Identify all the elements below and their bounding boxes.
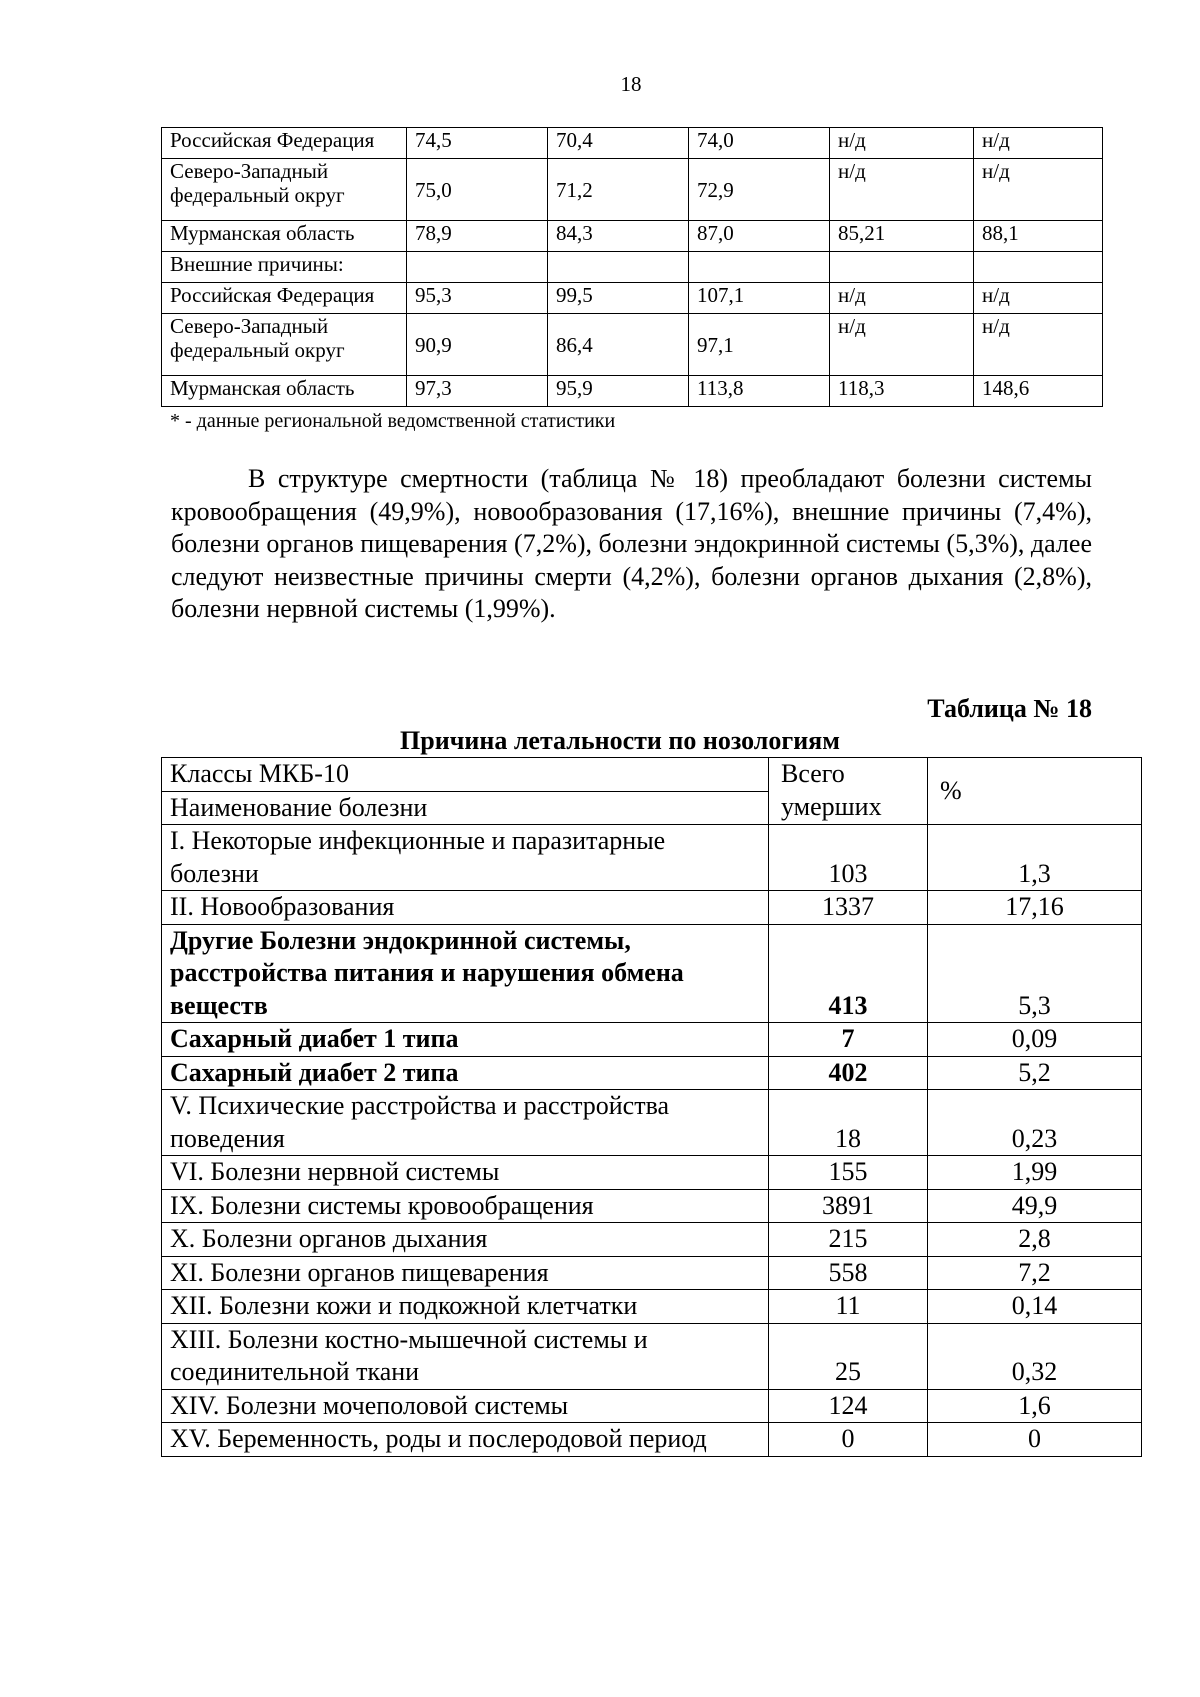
cell-value: 88,1 [974, 221, 1103, 252]
cell-value: 74,0 [689, 128, 830, 159]
total-deaths: 7 [769, 1023, 928, 1057]
total-deaths: 3891 [769, 1189, 928, 1223]
total-deaths: 413 [769, 924, 928, 1023]
cell-value: н/д [830, 283, 974, 314]
table-row [162, 283, 1103, 314]
page-number: 18 [620, 72, 642, 96]
table-row [162, 1090, 1142, 1156]
cell-value: н/д [830, 314, 974, 376]
table-row [162, 1156, 1142, 1190]
row-label: Северо-Западный федеральный округ [162, 314, 407, 376]
cell-value: 113,8 [689, 376, 830, 407]
disease-name: XII. Болезни кожи и подкожной клетчатки [162, 1290, 769, 1324]
total-deaths: 18 [769, 1090, 928, 1156]
table-row [162, 128, 1103, 159]
row-label: Внешние причины: [162, 252, 407, 283]
table-row [162, 1290, 1142, 1324]
total-deaths: 11 [769, 1290, 928, 1324]
cell-value [407, 252, 548, 283]
percent-value: 0,09 [928, 1023, 1142, 1057]
percent-value: 0 [928, 1423, 1142, 1457]
mortality-by-nosology-table [161, 757, 1142, 1457]
table-title: Причина летальности по нозологиям [400, 726, 840, 755]
cell-value: н/д [830, 159, 974, 221]
cell-value: 86,4 [548, 314, 689, 376]
cell-value: н/д [974, 283, 1103, 314]
table-row [162, 1389, 1142, 1423]
cell-value: 95,3 [407, 283, 548, 314]
disease-name: XIII. Болезни костно-мышечной системы и соединительной ткани [162, 1323, 769, 1389]
table-row [162, 252, 1103, 283]
row-label: Мурманская область [162, 221, 407, 252]
disease-name: Сахарный диабет 2 типа [162, 1056, 769, 1090]
cell-value: н/д [974, 128, 1103, 159]
disease-name: Сахарный диабет 1 типа [162, 1023, 769, 1057]
cell-value: 148,6 [974, 376, 1103, 407]
table-row [162, 1256, 1142, 1290]
header-percent: % [928, 758, 1142, 825]
cell-value: 75,0 [407, 159, 548, 221]
cell-value: н/д [974, 159, 1103, 221]
cell-value: 99,5 [548, 283, 689, 314]
percent-value: 7,2 [928, 1256, 1142, 1290]
cell-value [830, 252, 974, 283]
disease-name: IX. Болезни системы кровообращения [162, 1189, 769, 1223]
cell-value: 107,1 [689, 283, 830, 314]
row-label: Российская Федерация [162, 283, 407, 314]
cell-value: 70,4 [548, 128, 689, 159]
total-deaths: 155 [769, 1156, 928, 1190]
disease-name: XIV. Болезни мочеполовой системы [162, 1389, 769, 1423]
disease-name: X. Болезни органов дыхания [162, 1223, 769, 1257]
disease-name: I. Некоторые инфекционные и паразитарные болезни [162, 825, 769, 891]
disease-name: XI. Болезни органов пищеварения [162, 1256, 769, 1290]
percent-value: 1,3 [928, 825, 1142, 891]
total-deaths: 1337 [769, 891, 928, 925]
table-row [162, 1323, 1142, 1389]
table-row [162, 1189, 1142, 1223]
table-row [162, 221, 1103, 252]
total-deaths: 558 [769, 1256, 928, 1290]
table-row [162, 1223, 1142, 1257]
cell-value: 72,9 [689, 159, 830, 221]
total-deaths: 0 [769, 1423, 928, 1457]
percent-value: 0,14 [928, 1290, 1142, 1324]
percent-value: 1,99 [928, 1156, 1142, 1190]
header-total: Всего умерших [769, 758, 928, 825]
row-label: Мурманская область [162, 376, 407, 407]
body-paragraph: В структуре смертности (таблица № 18) преобладают болезни системы кровообращения (49,9%), новообразования (17,16%), внешние причины (7,4%), болезни органов пищеварения (7,2%), болезни эндокринной системы (5,3%), далее следуют неизвестные причины смерти (4,2%), болезни органов дыхания (2,8%), болезни нервной системы (1,99%). [171, 464, 1092, 623]
table-row [162, 924, 1142, 1023]
cell-value: 118,3 [830, 376, 974, 407]
cell-value: 97,3 [407, 376, 548, 407]
cell-value: 74,5 [407, 128, 548, 159]
cell-value: 97,1 [689, 314, 830, 376]
percent-value: 0,23 [928, 1090, 1142, 1156]
table-row [162, 825, 1142, 891]
total-deaths: 124 [769, 1389, 928, 1423]
table-header-row [162, 758, 1142, 792]
table-row [162, 891, 1142, 925]
cell-value: 84,3 [548, 221, 689, 252]
row-label: Северо-Западный федеральный округ [162, 159, 407, 221]
table-row [162, 1423, 1142, 1457]
row-label: Российская Федерация [162, 128, 407, 159]
table-row [162, 1023, 1142, 1057]
percent-value: 0,32 [928, 1323, 1142, 1389]
table-row [162, 314, 1103, 376]
percent-value: 1,6 [928, 1389, 1142, 1423]
footnote: * - данные региональной ведомственной статистики [170, 410, 616, 432]
cell-value [974, 252, 1103, 283]
table-row [162, 376, 1103, 407]
cell-value: н/д [830, 128, 974, 159]
percent-value: 17,16 [928, 891, 1142, 925]
header-name: Наименование болезни [162, 791, 769, 825]
cell-value: 78,9 [407, 221, 548, 252]
table-row [162, 1056, 1142, 1090]
total-deaths: 25 [769, 1323, 928, 1389]
disease-name: Другие Болезни эндокринной системы, расстройства питания и нарушения обмена веществ [162, 924, 769, 1023]
total-deaths: 215 [769, 1223, 928, 1257]
table-row [162, 159, 1103, 221]
total-deaths: 103 [769, 825, 928, 891]
disease-name: V. Психические расстройства и расстройства поведения [162, 1090, 769, 1156]
percent-value: 2,8 [928, 1223, 1142, 1257]
percent-value: 49,9 [928, 1189, 1142, 1223]
table-number: Таблица № 18 [927, 694, 1092, 723]
cell-value: 85,21 [830, 221, 974, 252]
cell-value [689, 252, 830, 283]
cell-value: 95,9 [548, 376, 689, 407]
cell-value: 71,2 [548, 159, 689, 221]
cell-value: 90,9 [407, 314, 548, 376]
disease-name: VI. Болезни нервной системы [162, 1156, 769, 1190]
percent-value: 5,3 [928, 924, 1142, 1023]
disease-name: XV. Беременность, роды и послеродовой период [162, 1423, 769, 1457]
cell-value: н/д [974, 314, 1103, 376]
header-class: Классы МКБ-10 [162, 758, 769, 792]
percent-value: 5,2 [928, 1056, 1142, 1090]
regional-mortality-table [161, 127, 1103, 407]
cell-value [548, 252, 689, 283]
total-deaths: 402 [769, 1056, 928, 1090]
cell-value: 87,0 [689, 221, 830, 252]
disease-name: II. Новообразования [162, 891, 769, 925]
